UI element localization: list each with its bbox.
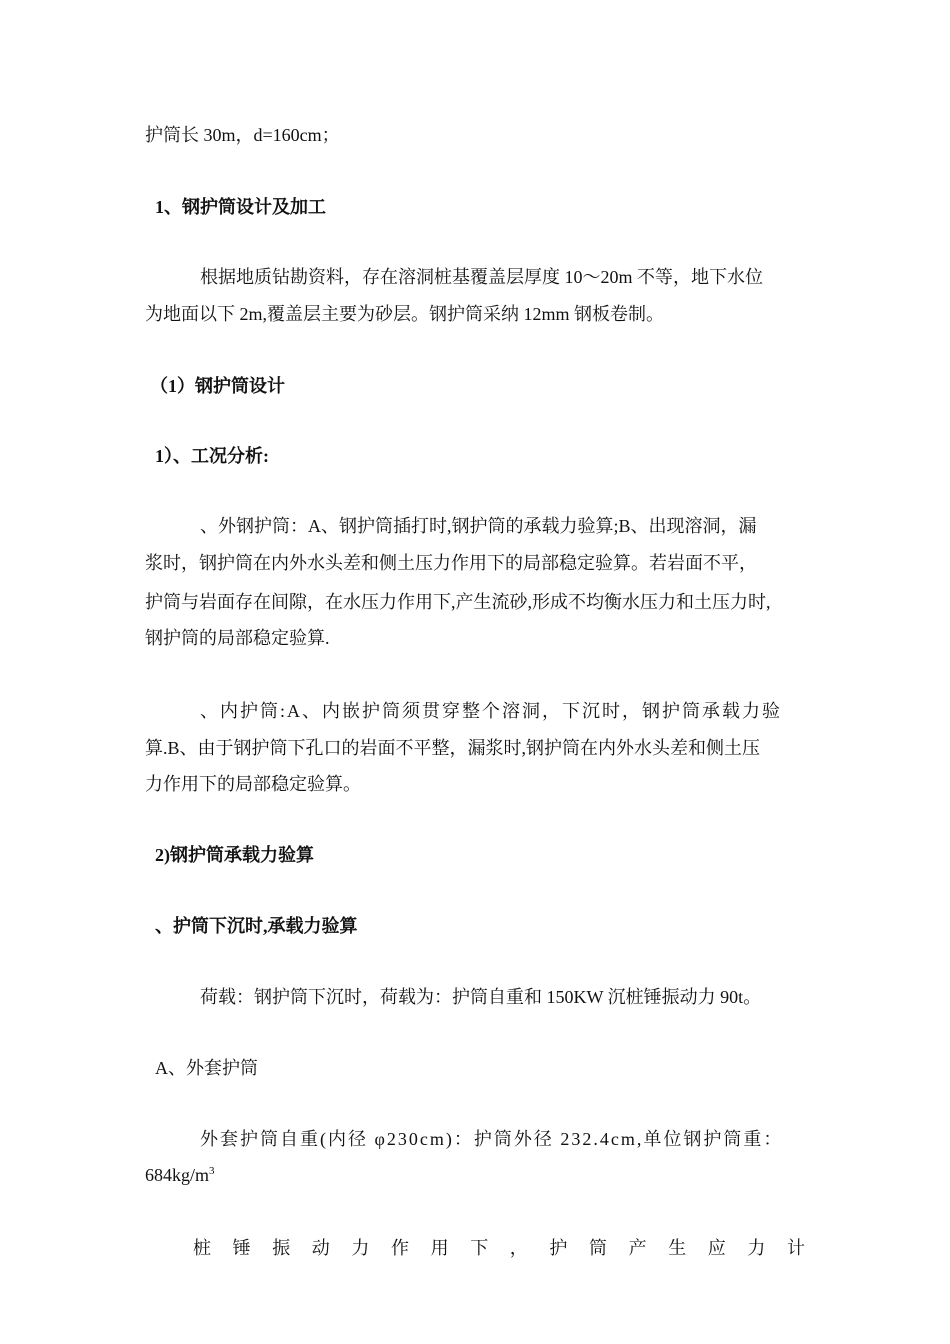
paragraph-line: 浆时，钢护筒在内外水头差和侧土压力作用下的局部稳定验算。若岩面不平， xyxy=(145,553,757,573)
paragraph-line: A、外套护筒 xyxy=(155,1058,258,1078)
paragraph-line: 护筒长 30m，d=160cm； xyxy=(145,125,340,145)
paragraph-line: 荷载：钢护筒下沉时，荷载为：护筒自重和 150KW 沉桩锤振动力 90t。 xyxy=(200,987,762,1007)
section-heading: 1、钢护筒设计及加工 xyxy=(155,197,326,217)
paragraph-line: 外套护筒自重(内径 φ230cm)：护筒外径 232.4cm,单位钢护筒重： xyxy=(200,1129,784,1149)
subsection-heading: 、护筒下沉时,承载力验算 xyxy=(155,916,358,936)
paragraph-line xyxy=(145,1163,215,1187)
unit-text: 684kg/m xyxy=(145,1165,210,1185)
paragraph-line: 为地面以下 2m,覆盖层主要为砂层。钢护筒采纳 12mm 钢板卷制。 xyxy=(145,304,665,324)
paragraph-line: 力作用下的局部稳定验算。 xyxy=(145,774,361,794)
subsection-heading: （1）钢护筒设计 xyxy=(150,376,285,396)
paragraph-line: 桩锤振动力作用下，护筒产生应力计 xyxy=(193,1238,805,1258)
subsection-heading: 1）、工况分析: xyxy=(155,446,269,466)
superscript: 3 xyxy=(209,1165,215,1177)
paragraph-line: 根据地质钻勘资料，存在溶洞桩基覆盖层厚度 10～20m 不等，地下水位 xyxy=(200,267,763,287)
paragraph-line: 护筒与岩面存在间隙，在水压力作用下,产生流砂,形成不均衡水压力和土压力时, xyxy=(145,592,771,612)
paragraph-line: 、外钢护筒：A、钢护筒插打时,钢护筒的承载力验算;B、出现溶洞，漏 xyxy=(200,516,757,536)
paragraph-line: 算.B、由于钢护筒下孔口的岩面不平整，漏浆时,钢护筒在内外水头差和侧土压 xyxy=(145,738,761,758)
paragraph-line: 钢护筒的局部稳定验算. xyxy=(145,628,330,648)
paragraph-line: 、内护筒:A、内嵌护筒须贯穿整个溶洞，下沉时，钢护筒承载力验 xyxy=(200,701,782,721)
subsection-heading: 2)钢护筒承载力验算 xyxy=(155,845,314,865)
